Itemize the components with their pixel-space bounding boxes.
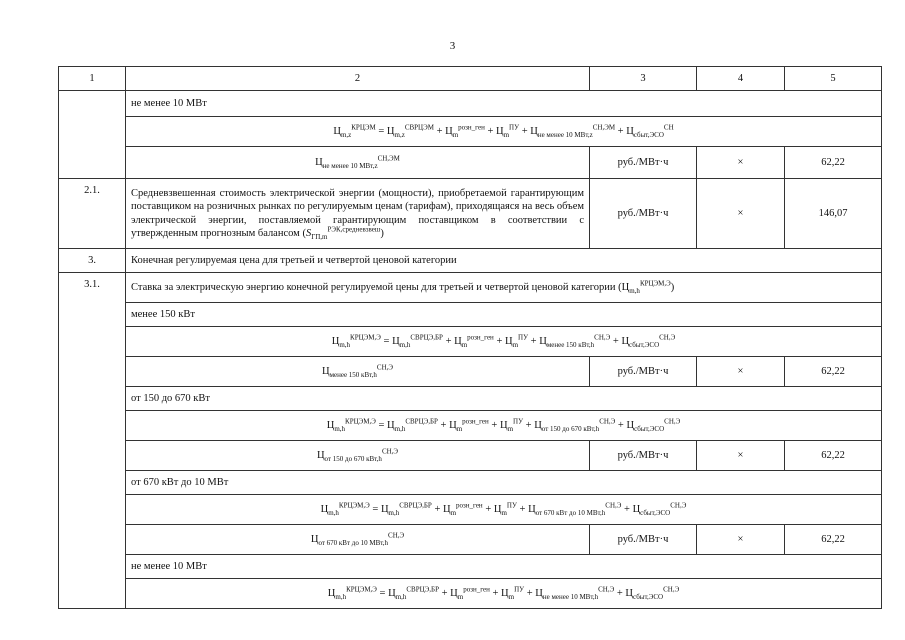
value-cell: 146,07 xyxy=(785,179,882,249)
component-symbol: $Ц_{менее 150 кВт,h}^{СН,Э}$ xyxy=(126,357,590,387)
unit-cell: руб./МВт·ч xyxy=(590,179,697,249)
header-col-4: 4 xyxy=(697,67,785,91)
unit-cell: руб./МВт·ч xyxy=(590,357,697,387)
value-cell: 62,22 xyxy=(785,525,882,555)
header-col-1: 1 xyxy=(59,67,126,91)
value-row xyxy=(59,441,882,471)
col4-cell: × xyxy=(697,147,785,179)
tariff-table xyxy=(58,66,882,609)
formula-cell: $Ц_{m,z}^{КРЦЭМ} = Ц_{m,z}^{СВРЦЭМ} + Ц_m^{розн\_ген} + Ц_m^{ПУ} + Ц_{не менее 10 МВт,z}^{СН,ЭМ} + Ц_{сбыт,ЭСО}^{СН}$ xyxy=(126,117,882,147)
empty-num-cell xyxy=(59,91,126,179)
header-col-5: 5 xyxy=(785,67,882,91)
row-number: 3.1. xyxy=(59,273,126,609)
row-description: Конечная регулируемая цена для третьей и четвертой ценовой категории xyxy=(126,249,882,273)
value-row xyxy=(59,147,882,179)
row-description: Средневзвешенная стоимость электрической энергии (мощности), приобретаемой гарантирующим поставщиком на розничных рынках по регулируемым ценам (тарифам), приходящаяся на весь объем электрической энергии, поставляемой гарантирующим поставщиком в соответствии с утвержденным прогнозным балансом $(S_{ГП,m}^{РЭК,средневзвеш})$ xyxy=(126,179,590,249)
row-number: 3. xyxy=(59,249,126,273)
col4-cell: × xyxy=(697,441,785,471)
component-symbol: $Ц_{от 670 кВт до 10 МВт,h}^{СН,Э}$ xyxy=(126,525,590,555)
value-cell: 62,22 xyxy=(785,357,882,387)
col4-cell: × xyxy=(697,525,785,555)
header-col-2: 2 xyxy=(126,67,590,91)
formula-cell: $Ц_{m,h}^{КРЦЭМ,Э} = Ц_{m,h}^{СВРЦЭ,БР} + Ц_m^{розн\_ген} + Ц_m^{ПУ} + Ц_{менее 150 кВт,h}^{СН,Э} + Ц_{сбыт,ЭСО}^{СН,Э}$ xyxy=(126,327,882,357)
formula-cell: $Ц_{m,h}^{КРЦЭМ,Э} = Ц_{m,h}^{СВРЦЭ,БР} + Ц_m^{розн\_ген} + Ц_m^{ПУ} + Ц_{от 670 кВт до 10 МВт,h}^{СН,Э} + Ц_{сбыт,ЭСО}^{СН,Э}$ xyxy=(126,495,882,525)
unit-cell: руб./МВт·ч xyxy=(590,441,697,471)
component-symbol: $Ц_{не менее 10 МВт,z}^{СН,ЭМ}$ xyxy=(126,147,590,179)
page-number: 3 xyxy=(449,40,456,52)
range-label: не менее 10 МВт xyxy=(126,555,882,579)
component-symbol: $Ц_{от 150 до 670 кВт,h}^{СН,Э}$ xyxy=(126,441,590,471)
range-label: от 150 до 670 кВт xyxy=(126,387,882,411)
range-label: не менее 10 МВт xyxy=(126,91,882,117)
formula-cell: $Ц_{m,h}^{КРЦЭМ,Э} = Ц_{m,h}^{СВРЦЭ,БР} + Ц_m^{розн\_ген} + Ц_m^{ПУ} + Ц_{не менее 10 МВт,h}^{СН,Э} + Ц_{сбыт,ЭСО}^{СН,Э}$ xyxy=(126,579,882,609)
col4-cell: × xyxy=(697,357,785,387)
range-label: менее 150 кВт xyxy=(126,303,882,327)
row-3 xyxy=(59,249,882,273)
value-row xyxy=(59,357,882,387)
range-label: от 670 кВт до 10 МВт xyxy=(126,471,882,495)
unit-cell: руб./МВт·ч xyxy=(590,525,697,555)
formula-cell: $Ц_{m,h}^{КРЦЭМ,Э} = Ц_{m,h}^{СВРЦЭ,БР} + Ц_m^{розн\_ген} + Ц_m^{ПУ} + Ц_{от 150 до 670 кВт,h}^{СН,Э} + Ц_{сбыт,ЭСО}^{СН,Э}$ xyxy=(126,411,882,441)
unit-cell: руб./МВт·ч xyxy=(590,147,697,179)
value-cell: 62,22 xyxy=(785,441,882,471)
row-number: 2.1. xyxy=(59,179,126,249)
value-row xyxy=(59,525,882,555)
header-row xyxy=(59,67,882,91)
col4-cell: × xyxy=(697,179,785,249)
row-3-1 xyxy=(59,273,882,303)
header-col-3: 3 xyxy=(590,67,697,91)
row-2-1 xyxy=(59,179,882,249)
row-description: Ставка за электрическую энергию конечной регулируемой цены для третьей и четвертой ценовой категории $(Ц_{m,h}^{КРЦЭМ,Э})$ xyxy=(126,273,882,303)
value-cell: 62,22 xyxy=(785,147,882,179)
